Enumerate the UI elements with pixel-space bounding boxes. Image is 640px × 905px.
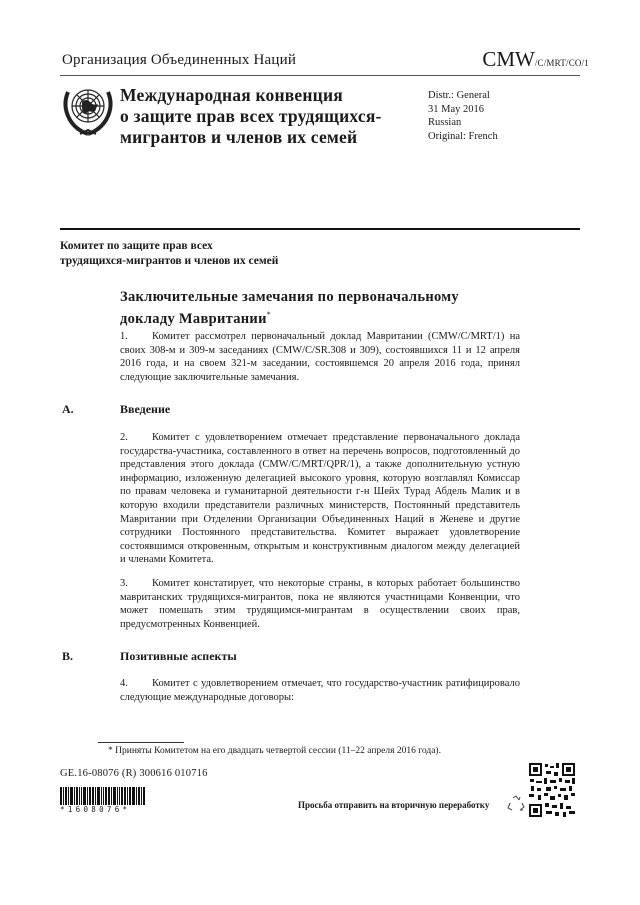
header-thick-rule (60, 228, 580, 230)
organization-name: Организация Объединенных Наций (62, 52, 297, 68)
paragraph-number: 1. (120, 331, 128, 342)
section-letter: B. (62, 649, 74, 663)
section-heading-b (62, 649, 237, 664)
paragraph-3 (120, 577, 520, 631)
paragraph-number: 2. (120, 432, 128, 443)
document-symbol-main: CMW (482, 47, 535, 71)
document-symbol (482, 47, 589, 72)
paragraph-number: 3. (120, 578, 128, 589)
recycle-notice: Просьба отправить на вторичную переработку (298, 800, 490, 810)
committee-line: трудящихся-мигрантов и членов их семей (60, 255, 279, 267)
footnote-marker[interactable]: * (266, 310, 272, 319)
original-language-line: Original: French (428, 130, 498, 142)
footnote-separator (98, 742, 184, 743)
document-title-line: Заключительные замечания по первоначальному (120, 289, 459, 305)
paragraph-text: Комитет рассмотрел первоначальный доклад Мавритании (CMW/C/MRT/1) на своих 308-м и 309-м заседаниях (CMW/C/SR.308 и 309), состоявшихся 11 и 12 апреля 2016 года, и на своем 321-м заседании, состоявшемся 20 апреля 2016 года, принял следующие заключительные замечания. (120, 331, 520, 383)
section-title: Введение (120, 402, 171, 416)
paragraph-number: 4. (120, 678, 128, 689)
paragraph-text: Комитет констатирует, что некоторые страны, в которых работает большинство мавританских трудящихся-мигрантов, пока не являются участницами Конвенции, что может помешать этим трудящимся-мигрантам в осуществлении своих прав, предусмотренных Конвенцией. (120, 578, 520, 630)
paragraph-4 (120, 677, 520, 704)
section-title: Позитивные аспекты (120, 649, 237, 663)
section-heading-a (62, 402, 170, 417)
committee-name (60, 239, 278, 269)
paragraph-2 (120, 431, 520, 567)
section-letter: A. (62, 402, 74, 416)
barcode-text: *1608076* (60, 805, 131, 814)
document-title (120, 288, 459, 328)
document-symbol-suffix: /C/MRT/CO/1 (534, 58, 589, 68)
recycle-icon (506, 794, 526, 814)
committee-line: Комитет по защите прав всех (60, 240, 213, 252)
qr-code-icon (528, 762, 576, 818)
paragraph-1 (120, 330, 520, 384)
distribution-info (428, 89, 498, 143)
paragraph-text: Комитет с удовлетворением отмечает, что государство-участник ратифицировало следующие международные договоры: (120, 678, 520, 703)
un-emblem-icon (62, 80, 114, 138)
language-line: Russian (428, 117, 462, 128)
paragraph-text: Комитет с удовлетворением отмечает представление первоначального доклада государства-участника, составленного в ответ на перечень вопросов, подготовленный до представления этого доклада (CMW/C/MRT/QPR/1), а также дополнительную устную информацию, изложенную делегацией высокого уровня, которую возглавлял Комиссар по правам человека и гуманитарной деятельности г-н Шейх Турад Абдель Малик и в которую входили представители различных министерств, Постоянный представитель Мавритании при Отделении Организации Объединенных Наций в Женеве и другие сотрудники Постоянного представительства. Комитет выражает удовлетворение состоявшимся откровенным, открытым и конструктивным диалогом между делегацией и членами Комитета. (120, 432, 520, 566)
convention-title-line: о защите прав всех трудящихся- (120, 106, 382, 126)
barcode-icon (60, 787, 150, 805)
convention-title (120, 85, 382, 148)
distribution-line: Distr.: General (428, 90, 490, 101)
header-rule (60, 75, 580, 76)
document-title-line: докладу Мавритании (120, 310, 267, 327)
footnote: * Приняты Комитетом на его двадцать четвертой сессии (11–22 апреля 2016 года). (108, 746, 441, 756)
convention-title-line: мигрантов и членов их семей (120, 127, 358, 147)
date-line: 31 May 2016 (428, 103, 484, 115)
job-number: GE.16-08076 (R) 300616 010716 (60, 768, 208, 779)
convention-title-line: Международная конвенция (120, 85, 343, 105)
